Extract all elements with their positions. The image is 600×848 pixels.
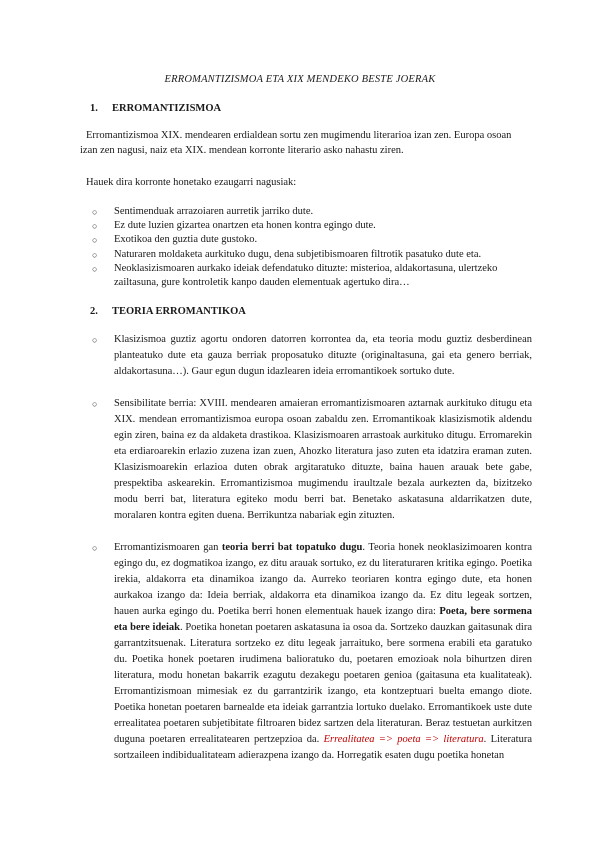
list-item (92, 205, 532, 219)
highlighted-text: Errealitatea => poeta => literatura (323, 734, 484, 745)
section-heading-1 (90, 103, 221, 114)
list-item (92, 233, 532, 247)
list-item-text: Ez dute luzien gizartea onartzen eta honen kontra egingo dute. (114, 220, 376, 232)
text-run: . Literatura sortzaileen indibidualitateam adierazpena izango da. Horregatik esaten dugu poetika honetan (114, 734, 532, 761)
intro-text: Erromantizismoa XIX. mendearen erdialdean sortu zen mugimendu literarioa izan zen. Europa osoan izan zen nagusi, naiz eta XIX. mendean korronte literario asko nahastu ziren. (80, 130, 512, 156)
bullet-icon: ○ (92, 221, 98, 232)
list-item-text: Naturaren moldaketa aurkituko dugu, dena subjetibismoaren filtrotik pasatuko dute eta. (114, 248, 482, 260)
section-number: 2. (90, 306, 98, 317)
list-item (92, 248, 532, 262)
features-intro-text: Hauek dira korronte honetako ezaugarri nagusiak: (86, 177, 297, 188)
list-item-text: Neoklasizismoaren aurkako ideiak defendatuko dituzte: misterioa, aldakortasuna, ulertzeko zailtasuna, gure kontroletik kanpo dauden elementuak agertuko dira… (114, 262, 498, 289)
document-title: ERROMANTIZISMOA ETA XIX MENDEKO BESTE JOERAK (164, 74, 436, 85)
text-run: . Teoria honek neoklasizimoaren kontra egingo du, ez dogmatikoa izango, ez ditu arauak sortuko, ez du literaturaren kritika egingo. Poetika irekia, aldakorra eta dinamikoa izango da. Aurreko teoriaren kontra egingo dute, eta honen aurkakoa izango da: Ideia berriak, aldakorra eta dinamikoa izango da. Ez ditu legeak sortzen, hauen aurka egingo du. Poetika berri honen elementuak hauek izango dira: (114, 542, 532, 617)
list-item (92, 219, 532, 233)
paragraph-text: Klasizismoa guztiz agortu ondoren datorren korrontea da, eta teoria modu guztiz desberdinean planteatuko dute eta gauza berriak proposatuko dituzte (originaltasuna, gai eta genero berriak, aldakortasuna…). Gaur egun dugun idazlearen ideia erromantikoek sortuko dute. (114, 334, 532, 377)
paragraph-text (114, 540, 532, 764)
bold-text: teoria berri bat topatuko dugu (221, 542, 363, 553)
bullet-icon: ○ (92, 399, 98, 409)
list-item-text: Sentimenduak arrazoiaren aurretik jarriko dute. (114, 206, 314, 217)
intro-paragraph (80, 128, 520, 158)
features-list (92, 205, 532, 290)
text-run: . Poetika honetan poetaren askatasuna ia osoa da. Sortzeko dauzkan gaitasunak dira garrantzitsuenak. Literatura sortzeko ez ditu legeak jarraituko, bere sormena erabili eta garatuko du. Poetika honek poetaren irudimena balioratuko du, poetaren emozioak nola bihurtzen diren literatura, modu honetan bakarrik ezagutu dezakegu poetaren genioa (gaitasuna eta kualitateak). Erromantizismoan mimesiak ez du garrantzirik izango, eta kontzeptuari buelta emango diote. Poetika honetan poetaren barnealde eta ideiak garrantzia lortuko duelako. Erromantikoek uste dute errealitatea poetaren subjetibitate filtroaren bidez sartzen dela literaturan. Beraz testuetan aurkitzen duguna poetaren errealitatearen pertzepzioa da. (114, 622, 532, 745)
list-item (92, 262, 532, 290)
paragraph-text: Sensibilitate berria: XVIII. mendearen amaieran erromantizismoaren aztarnak aurkituko ditugu eta XIX. mendean erromantizismoa europa osoan zabaldu zen. Erromantikoak klasizismotik aldendu egin ziren, baina ez da aldaketa drastikoa. Klasizismoaren arrastoak aurkituko ditugu. Erromarekin eta erdiaroarekin erlazio zuzena izan zuen, Ahozko literatura jaso zuten eta idatzira eraman zuten. Klasizismoarekin erlazioa duten obrak argitaratuko dituzte, baina hauen arauak bete gabe, prespektiba askearekin. Erromantizismoa mugimendu iraultzale bezala aurkezten da, bizitzeko modu berri bat, literatura egiteko modu berri bat. Benetako askatasuna aldarrikatzen dute, moralaren kontra egiten duena. Berrikuntza nabariak egin zituzten. (114, 398, 532, 521)
bold-text: Poeta, bere sormena eta bere ideiak (114, 606, 532, 633)
bullet-icon: ○ (92, 207, 98, 217)
bullet-icon: ○ (92, 335, 98, 345)
section-number: 1. (90, 103, 98, 114)
list-item-text: Exotikoa den guztia dute gustoko. (114, 234, 258, 246)
bullet-icon: ○ (92, 235, 98, 246)
section-heading-2 (90, 306, 246, 317)
bullet-icon: ○ (92, 263, 98, 274)
section-title: TEORIA ERROMANTIKOA (112, 306, 246, 317)
section-title: ERROMANTIZISMOA (112, 103, 222, 114)
theory-paragraph-1 (92, 332, 532, 380)
bullet-icon: ○ (92, 249, 98, 260)
features-intro (80, 175, 520, 190)
text-run: Erromantizismoaren gan (114, 542, 222, 553)
theory-paragraph-3 (92, 540, 532, 764)
bullet-icon: ○ (92, 543, 98, 553)
theory-paragraph-2 (92, 396, 532, 524)
